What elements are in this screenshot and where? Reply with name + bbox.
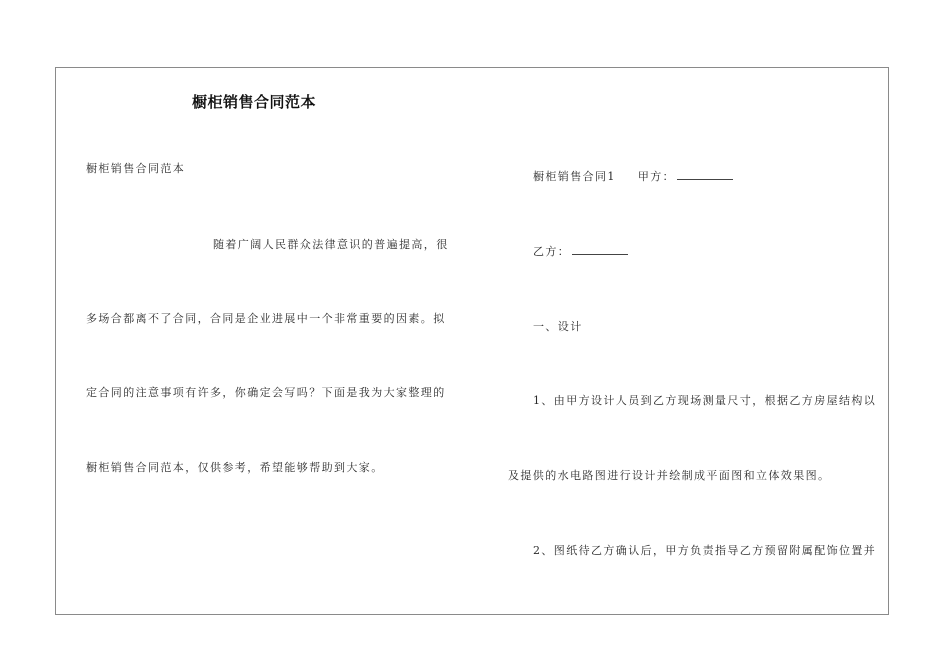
- paragraph-line-2: 多场合都离不了合同，合同是企业进展中一个非常重要的因素。拟: [86, 312, 446, 325]
- party-b-row: [533, 243, 628, 259]
- contract-heading-row: [533, 168, 733, 184]
- document-title: 橱柜销售合同范本: [192, 93, 317, 111]
- section-one-heading: 一、设计: [533, 320, 583, 333]
- party-b-label: 乙方：: [533, 245, 571, 258]
- left-subtitle: 橱柜销售合同范本: [86, 162, 186, 175]
- paragraph-line-1: 随着广阔人民群众法律意识的普遍提高，很: [213, 238, 449, 251]
- party-b-blank: [572, 244, 628, 255]
- paragraph-line-4: 橱柜销售合同范本，仅供参考，希望能够帮助到大家。: [86, 461, 384, 474]
- party-a-label: 甲方：: [637, 170, 676, 183]
- contract-heading: 橱柜销售合同1: [533, 170, 616, 183]
- paragraph-line-3: 定合同的注意事项有许多，你确定会写吗？下面是我为大家整理的: [86, 386, 446, 399]
- clause-line-3: 2、图纸待乙方确认后，甲方负责指导乙方预留附属配饰位置并: [533, 544, 877, 557]
- party-a-blank: [677, 169, 733, 180]
- clause-line-1: 1、由甲方设计人员到乙方现场测量尺寸，根据乙方房屋结构以: [533, 394, 877, 407]
- page-frame: [55, 67, 889, 615]
- clause-line-2: 及提供的水电路图进行设计并绘制成平面图和立体效果图。: [508, 469, 831, 482]
